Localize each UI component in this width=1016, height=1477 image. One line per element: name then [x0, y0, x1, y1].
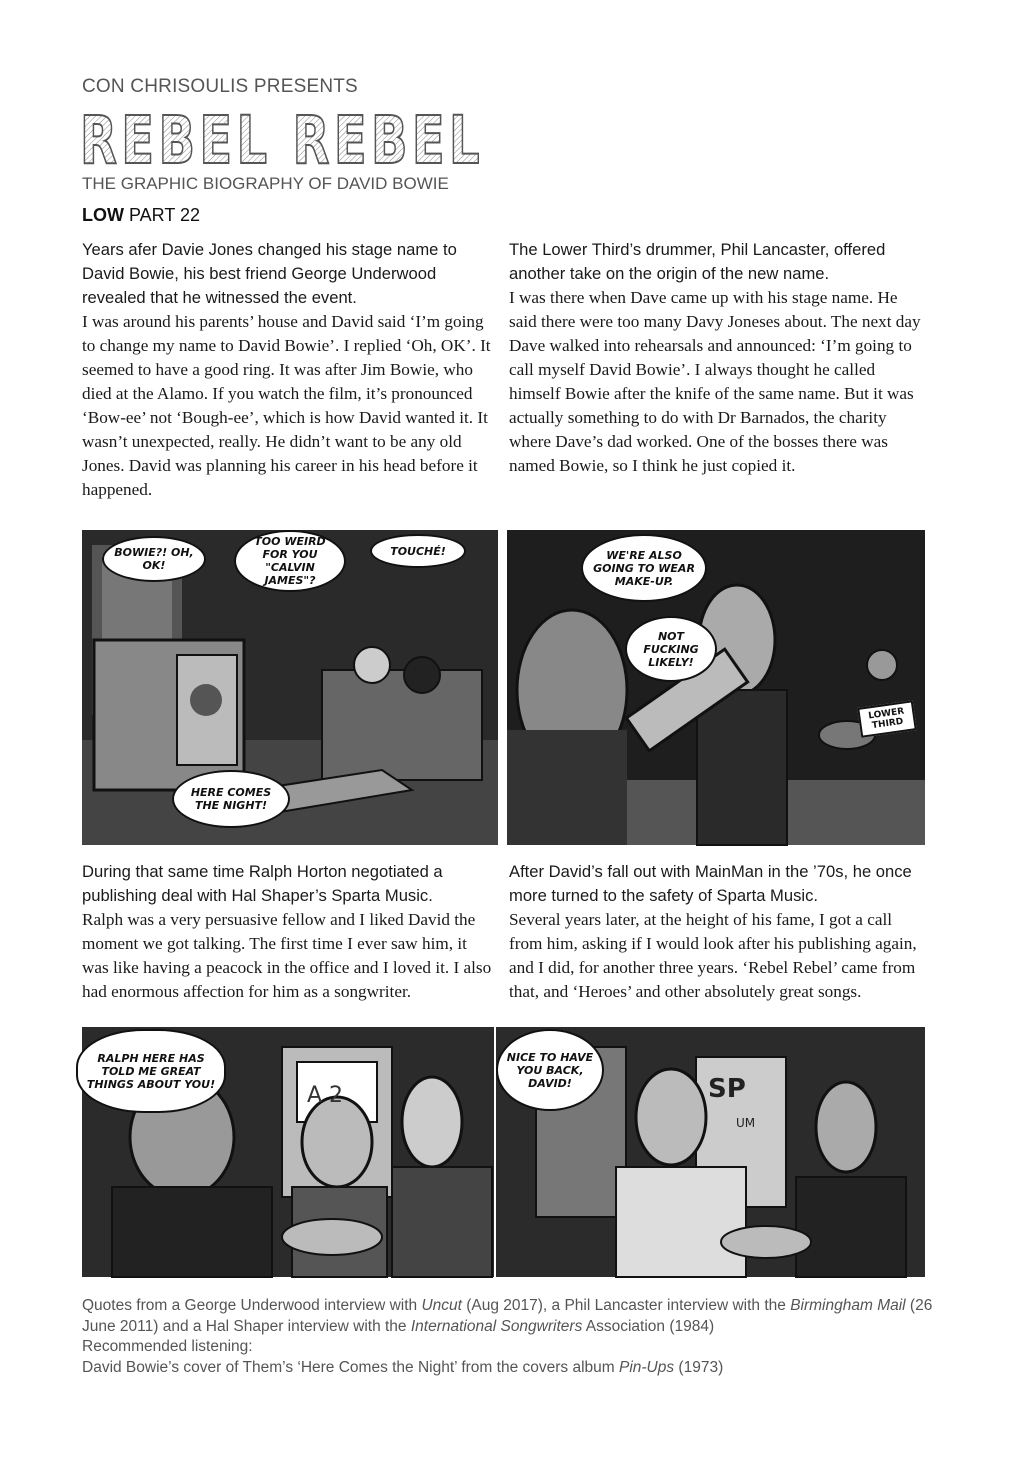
speech-bubble: RALPH HERE HAS TOLD ME GREAT THINGS ABOUT YOU! — [76, 1029, 226, 1113]
comic-panel-office — [82, 1027, 494, 1277]
album-title: Pin-Ups — [618, 1358, 675, 1376]
credits-text: Association (1984) — [582, 1317, 715, 1335]
speech-bubble: WE'RE ALSO GOING TO WEAR MAKE-UP. — [581, 534, 707, 602]
publication-title: Birmingham Mail — [790, 1297, 906, 1314]
paragraph: After David’s fall out with MainMan in the ’70s, he once more turned to the safety of Sparta Music. — [509, 862, 912, 905]
panel-art — [507, 530, 925, 845]
speech-bubble: HERE COMES THE NIGHT! — [172, 770, 290, 828]
comic-panel-sparta — [496, 1027, 925, 1277]
section-title: LOW — [82, 205, 124, 225]
credits-text: David Bowie’s cover of Them’s ‘Here Comes the Night’ from the covers album — [82, 1358, 619, 1376]
quote-paragraph: I was there when Dave came up with his stage name. He said there were too many Davy Joneses about. The next day Dave walked into rehearsals and announced: ‘I’m going to call myself David Bowie’. I always thought he called himself Bowie after the knife of the same name. But it was actually something to do with Dr Barnados, the charity where Dave’s dad worked. One of the bosses there was named Bowie, so I think he just copied it. — [509, 288, 921, 475]
credits-sources — [82, 1296, 942, 1337]
section-part: PART 22 — [124, 205, 201, 225]
credits-text: (1973) — [674, 1358, 724, 1376]
speech-bubble: TOUCHÉ! — [370, 534, 466, 568]
credits-text: (26 June 2011) and a Hal Shaper interview with the — [82, 1297, 933, 1335]
sparta-sign: SP — [708, 1074, 746, 1104]
drum-label: LOWER THIRD — [857, 700, 917, 738]
paragraph: Years afer Davie Jones changed his stage name to David Bowie, his best friend George Underwood revealed that he witnessed the event. — [82, 240, 457, 307]
top-left-column — [82, 238, 496, 502]
sparta-sign-sub: UM — [736, 1116, 756, 1130]
presents-line: CON CHRISOULIS PRESENTS — [82, 76, 358, 97]
credits-text: (Aug 2017), a Phil Lancaster interview with the — [461, 1297, 791, 1314]
logo-text: REBEL REBEL — [80, 102, 484, 179]
paragraph: During that same time Ralph Horton negotiated a publishing deal with Hal Shaper’s Sparta Music. — [82, 862, 443, 905]
subtitle: THE GRAPHIC BIOGRAPHY OF DAVID BOWIE — [82, 174, 449, 193]
section-heading — [82, 205, 200, 226]
middle-left-column — [82, 860, 496, 1004]
recommended-heading: Recommended listening: — [82, 1338, 253, 1355]
paragraph: The Lower Third’s drummer, Phil Lancaster, offered another take on the origin of the new name. — [509, 240, 886, 283]
office-door-sign: A 2 — [307, 1083, 344, 1108]
recommended-listening — [82, 1358, 942, 1379]
quote-paragraph: I was around his parents’ house and David said ‘I’m going to change my name to David Bowie’. I replied ‘Oh, OK’. It seemed to have a good ring. It was after Jim Bowie, who died at the Alamo. If you watch the film, it’s pronounced ‘Bow-ee’ not ‘Bough-ee’, which is how David wanted it. It wasn’t unexpected, really. He didn’t want to be any old Jones. David was planning his career in his head before it happened. — [82, 312, 491, 499]
comic-panel-tv-room — [82, 530, 498, 845]
top-right-column — [509, 238, 925, 478]
publication-title: Uncut — [421, 1297, 462, 1314]
credits — [82, 1296, 942, 1378]
quote-paragraph: Several years later, at the height of his fame, I got a call from him, asking if I would look after his publishing again, and I did, for another three years. ‘Rebel Rebel’ came from that, and ‘Heroes’ and other absolutely great songs. — [509, 910, 917, 1001]
speech-bubble: NOT FUCKING LIKELY! — [625, 616, 717, 682]
speech-bubble: NICE TO HAVE YOU BACK, DAVID! — [496, 1029, 604, 1111]
rebel-rebel-logo — [80, 102, 488, 179]
middle-right-column — [509, 860, 925, 1004]
speech-bubble: BOWIE?! OH, OK! — [102, 536, 206, 582]
quote-paragraph: Ralph was a very persuasive fellow and I liked David the moment we got talking. The first time I ever saw him, it was like having a peacock in the office and I loved it. I also had enormous affection for him as a songwriter. — [82, 910, 492, 1001]
speech-bubble: TOO WEIRD FOR YOU "CALVIN JAMES"? — [234, 530, 346, 592]
credits-text: Quotes from a George Underwood interview with — [82, 1297, 422, 1314]
comic-panel-rehearsal — [507, 530, 925, 845]
publication-title: International Songwriters — [410, 1317, 583, 1335]
